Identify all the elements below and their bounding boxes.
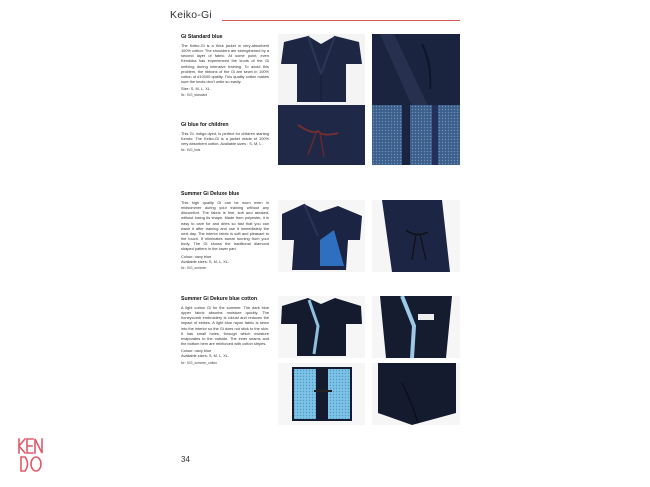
section-gi-blue-children bbox=[181, 123, 269, 152]
summer-gi-cotton-collar-photo bbox=[372, 296, 460, 358]
colour-text: Colour: navy blue bbox=[181, 348, 212, 354]
section-title: Summer Gi Deluxe blue bbox=[181, 191, 240, 197]
section-summer-gi-deluxe bbox=[181, 192, 269, 270]
page-number: 34 bbox=[181, 455, 190, 464]
gi-children-pattern-photo bbox=[372, 105, 460, 165]
description-paragraph: A light cotton Gi for the summer. The dark blue upper fabric absorbs moisture quickly. The honeycomb embroidery is robust and reduces the impact of strikes. A light blue rayon fabric is sewn into the interior so the Gi does not stick to the skin. It has small holes, through which moisture evaporates to the outside. The inner seams and the bottom hem are reinforced with cotton stripes. bbox=[181, 304, 269, 347]
product-reference: Nr.: KiG_summer bbox=[181, 265, 207, 270]
gi-standard-detail-photo bbox=[372, 34, 460, 106]
product-reference: Nr.: KiG_summer_cotton bbox=[181, 360, 218, 365]
summer-gi-cotton-front-photo bbox=[278, 296, 365, 358]
description-paragraph: This Gi, indigo dyed, is perfect for children starting Kendo. The Keiko-Gi is a jacket made of 100% very absorbent cotton. Available sizes : S, M, L. bbox=[181, 130, 269, 147]
section-gi-standard-blue bbox=[181, 35, 269, 97]
product-reference: Nr.: KiG_standard bbox=[181, 93, 208, 98]
section-description bbox=[181, 200, 269, 264]
summer-gi-deluxe-detail-photo bbox=[372, 200, 460, 272]
section-description bbox=[181, 43, 269, 91]
section-description bbox=[181, 131, 269, 146]
sizes-text: Size: S, M, L, XL. bbox=[181, 86, 212, 92]
section-title: Summer Gi Dekure blue cotton bbox=[181, 296, 258, 302]
summer-gi-cotton-inside-photo bbox=[278, 363, 365, 425]
sizes-text: Available sizes: S, M, L, XL. bbox=[181, 353, 230, 359]
kendo-logo bbox=[17, 437, 45, 473]
header-rule bbox=[222, 20, 460, 21]
section-summer-gi-cotton bbox=[181, 297, 269, 365]
sizes-text: Available sizes: S, M, L, XL. bbox=[181, 258, 230, 264]
description-paragraph: This high quality Gi can be worn even in midsummer during your training without any discomfort. The fabric is fine, soft and aerated, without losing its shape. Made from polyester, it is easy to care for and dries so fast that you can wash it after training and use it immediately the next day. The interior fabric is soft and pleasant to the touch. It eliminates sweat running from your body. The Gi shows the traditional diamond shaped pattern in the lower part. bbox=[181, 199, 269, 252]
product-reference: Nr.: KiG_kids bbox=[181, 148, 201, 153]
summer-gi-cotton-hem-photo bbox=[372, 363, 460, 425]
gi-children-ties-photo bbox=[278, 105, 365, 165]
gi-standard-front-photo bbox=[278, 34, 365, 106]
section-title: Gi blue for children bbox=[181, 122, 229, 128]
description-paragraph: The Keiko-Gi is a thick jacket in very-absorbent 100% cotton. The shoulders are strengthened by a second layer of fabric. At some point, even Kendoka has experienced the knots of the Gi unfixing during intensive training. To avoid this problem, the ribbons of the Gi are sewn in 100% cotton of #10000 quality. This quality cotton makes sure the knots don't untie so easily. bbox=[181, 42, 269, 85]
colour-text: Colour: navy blue bbox=[181, 253, 212, 259]
section-title: Gi Standard blue bbox=[181, 34, 223, 40]
page-title: Keiko-Gi bbox=[170, 9, 212, 21]
summer-gi-deluxe-photo bbox=[278, 200, 365, 272]
section-description bbox=[181, 305, 269, 359]
